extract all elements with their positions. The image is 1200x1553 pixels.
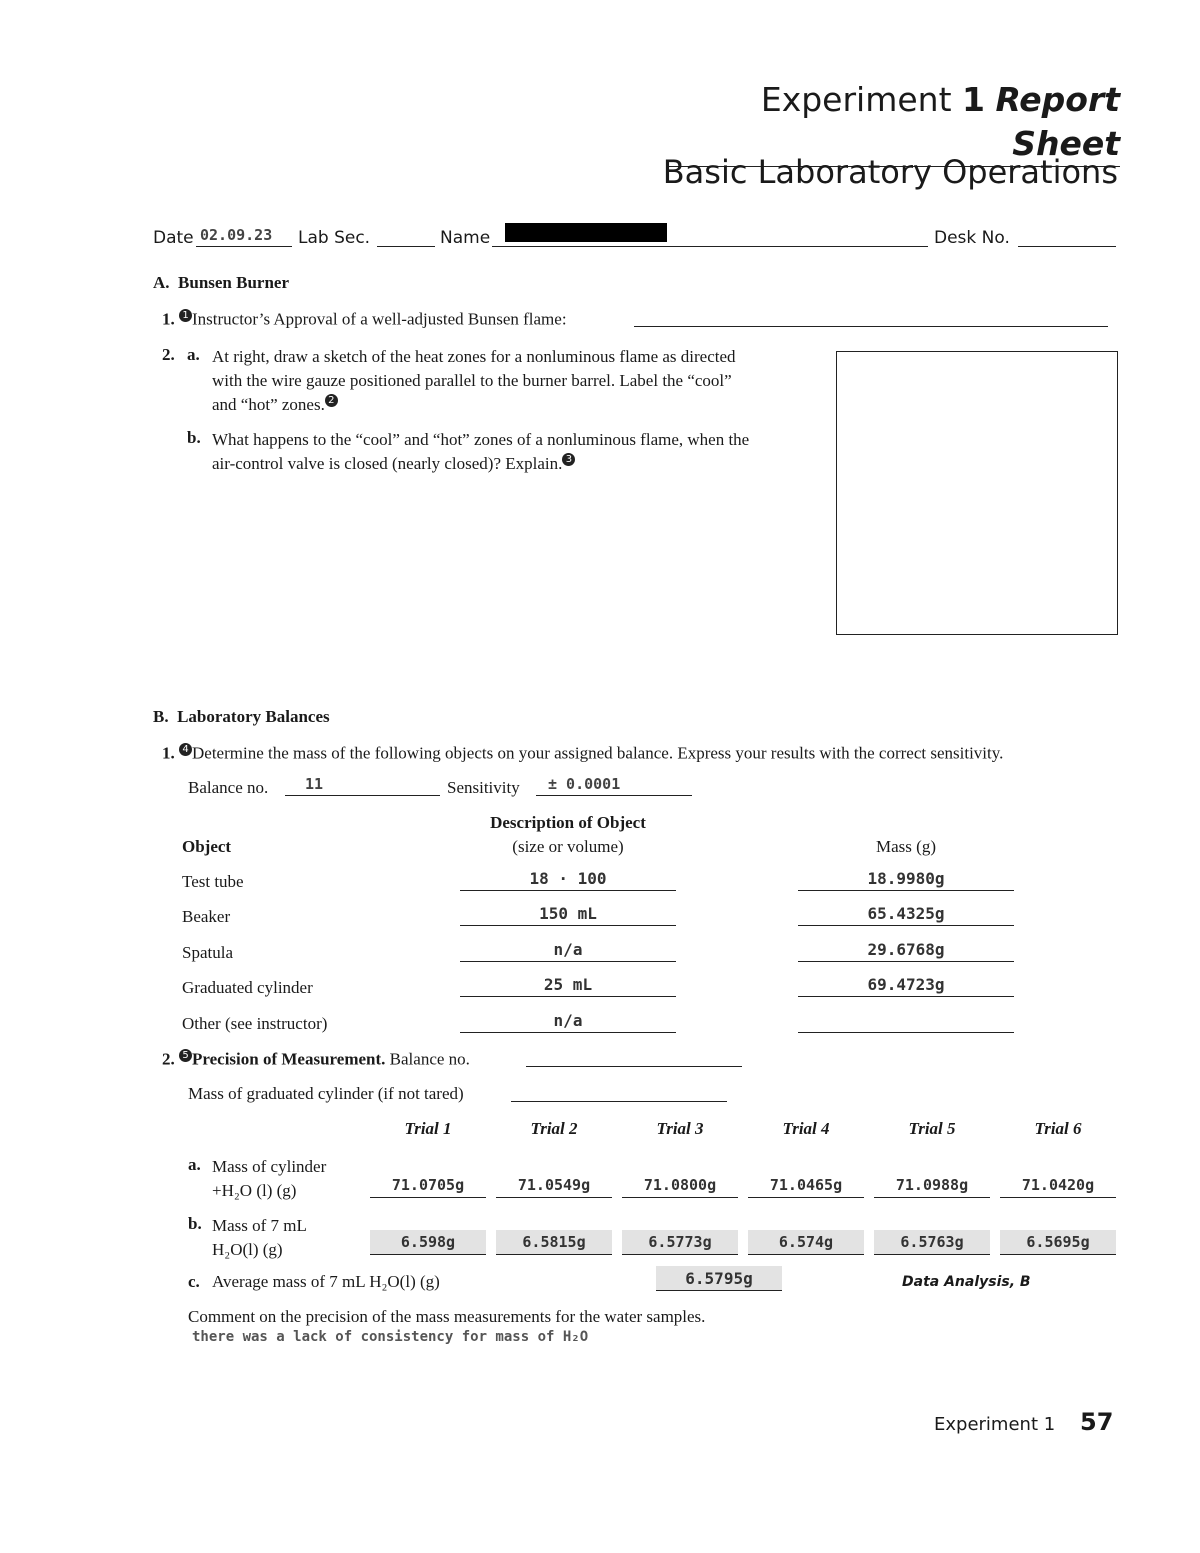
- desc-field[interactable]: [460, 937, 676, 962]
- desc-field[interactable]: [460, 972, 676, 997]
- numbered-circle-icon: 5: [179, 1049, 192, 1062]
- data-analysis-label: Data Analysis, B: [902, 1274, 1031, 1290]
- name-label: Name: [440, 228, 491, 248]
- a-q2a-letter: a.: [187, 345, 200, 364]
- row-a-label: [212, 1155, 326, 1203]
- trial-b-value: 6.598g: [400, 1233, 456, 1251]
- trial-b-value: 6.5815g: [522, 1233, 586, 1251]
- trial-a-value: 71.0420g: [1021, 1176, 1095, 1194]
- mass-value: 69.4723g: [867, 975, 945, 994]
- trial-a-field[interactable]: [370, 1173, 486, 1198]
- sketch-box[interactable]: [836, 351, 1118, 635]
- sensitivity-label: Sensitivity: [447, 778, 520, 797]
- mass-field[interactable]: [798, 901, 1014, 926]
- row-object: Graduated cylinder: [182, 978, 313, 997]
- trial-header: Trial 5: [908, 1119, 956, 1138]
- a-q1-text: Instructor’s Approval of a well-adjusted Bunsen flame:: [192, 309, 567, 329]
- trial-b-field[interactable]: [496, 1230, 612, 1255]
- footer-label: Experiment 1: [934, 1414, 1056, 1435]
- a-q2a-line1: At right, draw a sketch of the heat zones for a nonluminous flame as directed: [212, 347, 736, 366]
- a-q2b-line1: What happens to the “cool” and “hot” zones of a nonluminous flame, when the: [212, 430, 750, 449]
- trial-header: Trial 2: [530, 1119, 578, 1138]
- trial-a-value: 71.0705g: [391, 1176, 465, 1194]
- date-field[interactable]: [196, 226, 292, 247]
- a-q2b-letter: b.: [187, 428, 201, 447]
- row-object: Spatula: [182, 943, 233, 962]
- labsec-label: Lab Sec.: [298, 228, 371, 248]
- b-q1-number: 1.: [162, 743, 175, 763]
- mass-value: 18.9980g: [867, 869, 945, 888]
- row-b-line2: H₂O(l) (g): [212, 1240, 283, 1259]
- row-b-letter: b.: [188, 1214, 202, 1233]
- comment-answer[interactable]: there was a lack of consistency for mass of H₂O: [192, 1329, 589, 1345]
- balance-label: Balance no.: [188, 778, 269, 797]
- trial-a-value: 71.0988g: [895, 1176, 969, 1194]
- cyl-mass-field[interactable]: [511, 1081, 727, 1102]
- page-subtitle: Basic Laboratory Operations: [662, 153, 1118, 191]
- sensitivity-value: ± 0.0001: [548, 775, 621, 793]
- a-q2b-line2: air-control valve is closed (nearly closed)? Explain.: [212, 454, 563, 473]
- mass-field[interactable]: [798, 972, 1014, 997]
- trial-a-field[interactable]: [748, 1173, 864, 1198]
- cyl-mass-label: Mass of graduated cylinder (if not tared): [188, 1084, 464, 1103]
- desk-label: Desk No.: [934, 228, 1010, 248]
- comment-prompt: Comment on the precision of the mass measurements for the water samples.: [188, 1307, 706, 1326]
- b-q2-title: Precision of Measurement.: [192, 1049, 386, 1069]
- col-desc-header-1: Description of Object: [490, 813, 646, 832]
- trial-b-field[interactable]: [1000, 1230, 1116, 1255]
- trial-b-field[interactable]: [622, 1230, 738, 1255]
- balance-value: 11: [305, 775, 324, 793]
- average-value: 6.5795g: [685, 1269, 753, 1288]
- b-q1-text: Determine the mass of the following objects on your assigned balance. Express your results with the correct sensitivity.: [192, 743, 1004, 763]
- desc-field[interactable]: [460, 1008, 676, 1033]
- a-q2b-text: [212, 428, 832, 476]
- mass-field[interactable]: [798, 866, 1014, 891]
- desc-value: 150 mL: [539, 904, 597, 923]
- row-object: Beaker: [182, 907, 231, 926]
- report-sheet-label: Report Sheet: [995, 80, 1120, 163]
- row-a-line1: Mass of cylinder: [212, 1157, 327, 1176]
- q2-balance-field[interactable]: [526, 1046, 742, 1067]
- desc-field[interactable]: [460, 901, 676, 926]
- trial-a-value: 71.0800g: [643, 1176, 717, 1194]
- desk-field[interactable]: [1018, 226, 1116, 247]
- section-b-heading: B. Laboratory Balances: [153, 707, 330, 726]
- col-mass-header: Mass (g): [876, 837, 936, 856]
- date-label: Date: [153, 228, 194, 248]
- row-b-line1: Mass of 7 mL: [212, 1216, 307, 1235]
- row-object: Test tube: [182, 872, 244, 891]
- section-a-heading: A. Bunsen Burner: [153, 273, 290, 292]
- average-field[interactable]: [656, 1266, 782, 1291]
- trial-b-field[interactable]: [748, 1230, 864, 1255]
- numbered-circle-icon: 4: [179, 743, 192, 756]
- trial-a-value: 71.0549g: [517, 1176, 591, 1194]
- row-a-line2: +H₂O (l) (g): [212, 1181, 297, 1200]
- desc-value: n/a: [553, 1011, 583, 1030]
- numbered-circle-icon: 2: [325, 394, 338, 407]
- page-number: 57: [1080, 1408, 1114, 1436]
- trial-header: Trial 3: [656, 1119, 704, 1138]
- trial-b-value: 6.5763g: [900, 1233, 964, 1251]
- trial-a-field[interactable]: [1000, 1173, 1116, 1198]
- b-q2: [162, 1049, 470, 1070]
- numbered-circle-icon: 3: [562, 453, 575, 466]
- col-desc-header-2: (size or volume): [512, 837, 624, 856]
- desc-value: n/a: [553, 940, 583, 959]
- labsec-field[interactable]: [377, 226, 435, 247]
- row-c-label: Average mass of 7 mL H₂O(l) (g): [212, 1272, 440, 1291]
- row-object: Other (see instructor): [182, 1014, 328, 1033]
- mass-value: 29.6768g: [867, 940, 945, 959]
- trial-a-field[interactable]: [622, 1173, 738, 1198]
- name-redaction: [505, 223, 667, 242]
- sensitivity-field[interactable]: [536, 775, 692, 796]
- trial-a-value: 71.0465g: [769, 1176, 843, 1194]
- trial-header: Trial 6: [1034, 1119, 1082, 1138]
- mass-field[interactable]: [798, 1008, 1014, 1033]
- a-q1: [162, 309, 567, 330]
- approval-field[interactable]: [634, 306, 1108, 327]
- trial-a-field[interactable]: [496, 1173, 612, 1198]
- col-object-header: Object: [182, 837, 232, 856]
- a-q1-number: 1.: [162, 309, 175, 329]
- desc-value: 25 mL: [543, 975, 593, 994]
- desc-field[interactable]: [460, 866, 676, 891]
- desc-value: 18 · 100: [529, 869, 607, 888]
- a-q2a-line2: with the wire gauze positioned parallel to the burner barrel. Label the “cool”: [212, 371, 732, 390]
- mass-field[interactable]: [798, 937, 1014, 962]
- trial-b-value: 6.5773g: [648, 1233, 712, 1251]
- trial-b-value: 6.574g: [778, 1233, 834, 1251]
- trial-header: Trial 4: [782, 1119, 830, 1138]
- a-q2a-text: [212, 345, 832, 417]
- experiment-number: 1: [962, 80, 985, 119]
- b-q1: [162, 743, 1003, 764]
- a-q2a-line3: and “hot” zones.: [212, 395, 325, 414]
- mass-value: 65.4325g: [867, 904, 945, 923]
- trial-header: Trial 1: [404, 1119, 452, 1138]
- row-a-letter: a.: [188, 1155, 201, 1174]
- date-value: 02.09.23: [200, 226, 273, 244]
- trial-b-value: 6.5695g: [1026, 1233, 1090, 1251]
- row-c-letter: c.: [188, 1272, 200, 1291]
- row-b-label: [212, 1214, 307, 1262]
- b-q2-number: 2.: [162, 1049, 175, 1069]
- trial-a-field[interactable]: [874, 1173, 990, 1198]
- b-q2-balance-label: Balance no.: [389, 1049, 470, 1069]
- trial-b-field[interactable]: [874, 1230, 990, 1255]
- numbered-circle-icon: 1: [179, 309, 192, 322]
- experiment-word: Experiment: [760, 80, 952, 119]
- trial-b-field[interactable]: [370, 1230, 486, 1255]
- balance-field[interactable]: [285, 775, 440, 796]
- a-q2-number: 2.: [162, 345, 175, 364]
